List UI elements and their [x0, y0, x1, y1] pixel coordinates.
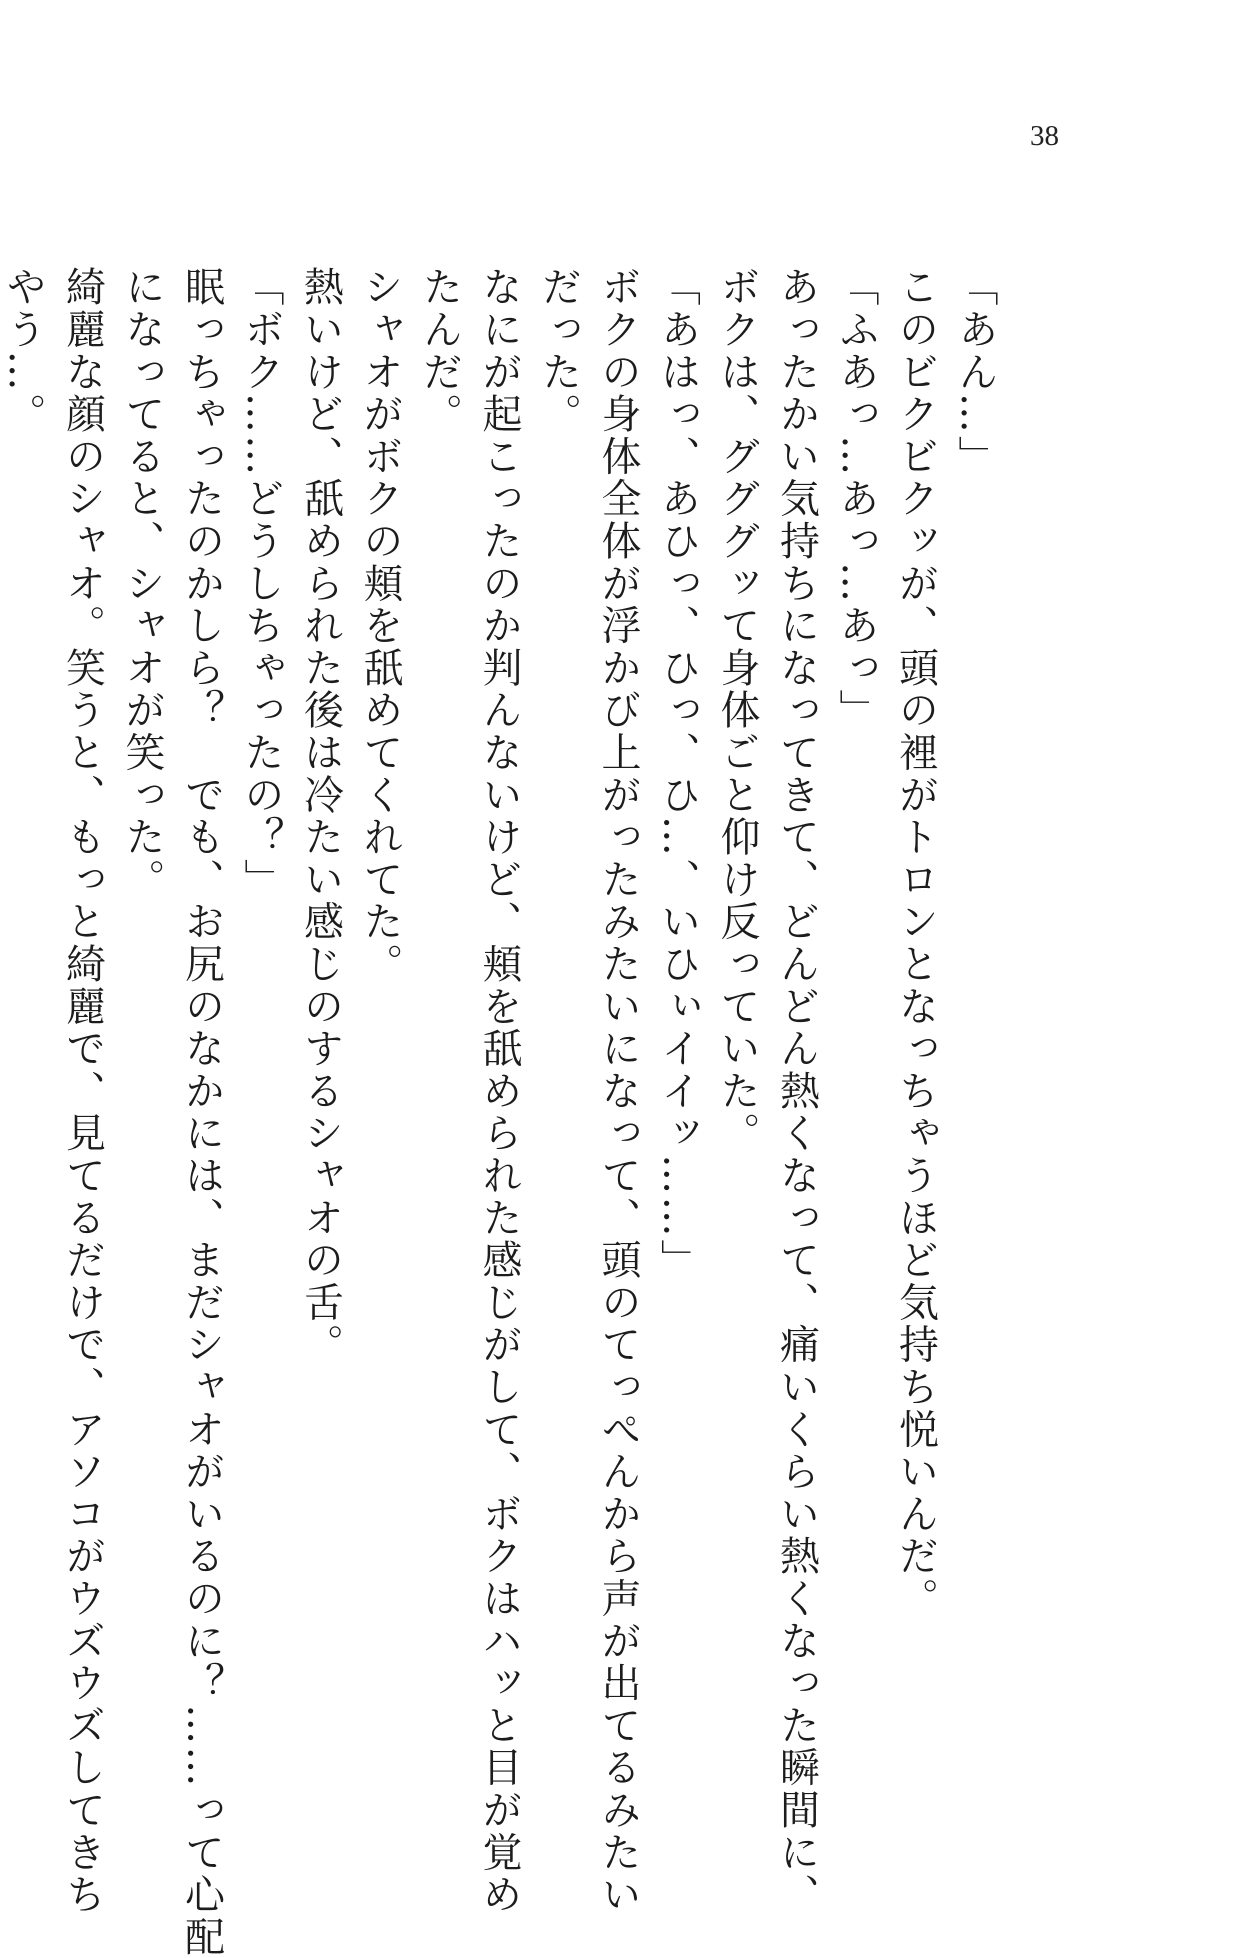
- text-line: 「ふあっ…あっ…あっ」: [833, 266, 879, 732]
- text-line: ボクの身体全体が浮かび上がったみたいになって、頭のてっぺんから声が出てるみたい: [595, 266, 641, 1916]
- text-line: なにが起こったのか判んないけど、頬を舐められた感じがして、ボクはハッと目が覚め: [476, 266, 522, 1916]
- vertical-text-body: [0, 266, 1004, 1958]
- text-line: になってると、シャオが笑った。: [119, 266, 165, 901]
- text-line: 熱いけど、舐められた後は冷たい感じのするシャオの舌。: [297, 266, 344, 1366]
- text-line: 「あん…」: [952, 266, 998, 478]
- text-line: 眠っちゃったのかしら？ でも、お尻のなかには、まだシャオがいるのに？……って心配: [178, 266, 225, 1958]
- text-line: たんだ。: [416, 266, 463, 436]
- text-line: シャオがボクの頬を舐めてくれてた。: [357, 266, 403, 986]
- text-line: あったかい気持ちになってきて、どんどん熱くなって、痛いくらい熱くなった瞬間に、: [773, 266, 820, 1916]
- text-line: やう…。: [0, 266, 46, 436]
- text-line: だった。: [535, 266, 582, 436]
- page-number: 38: [1030, 120, 1059, 152]
- text-line: 綺麗な顔のシャオ。笑うと、もっと綺麗で、見てるだけで、アソコがウズウズしてきち: [59, 266, 106, 1916]
- text-line: 「ボク……どうしちゃったの？」: [238, 266, 284, 901]
- text-line: このビクビクッが、頭の裡がトロンとなっちゃうほど気持ち悦いんだ。: [892, 266, 939, 1620]
- text-line: 「あはっ、あひっ、ひっ、ひ…、いひぃイイッ……」: [654, 266, 701, 1282]
- text-line: ボクは、グググッて身体ごと仰け反っていた。: [714, 266, 760, 1155]
